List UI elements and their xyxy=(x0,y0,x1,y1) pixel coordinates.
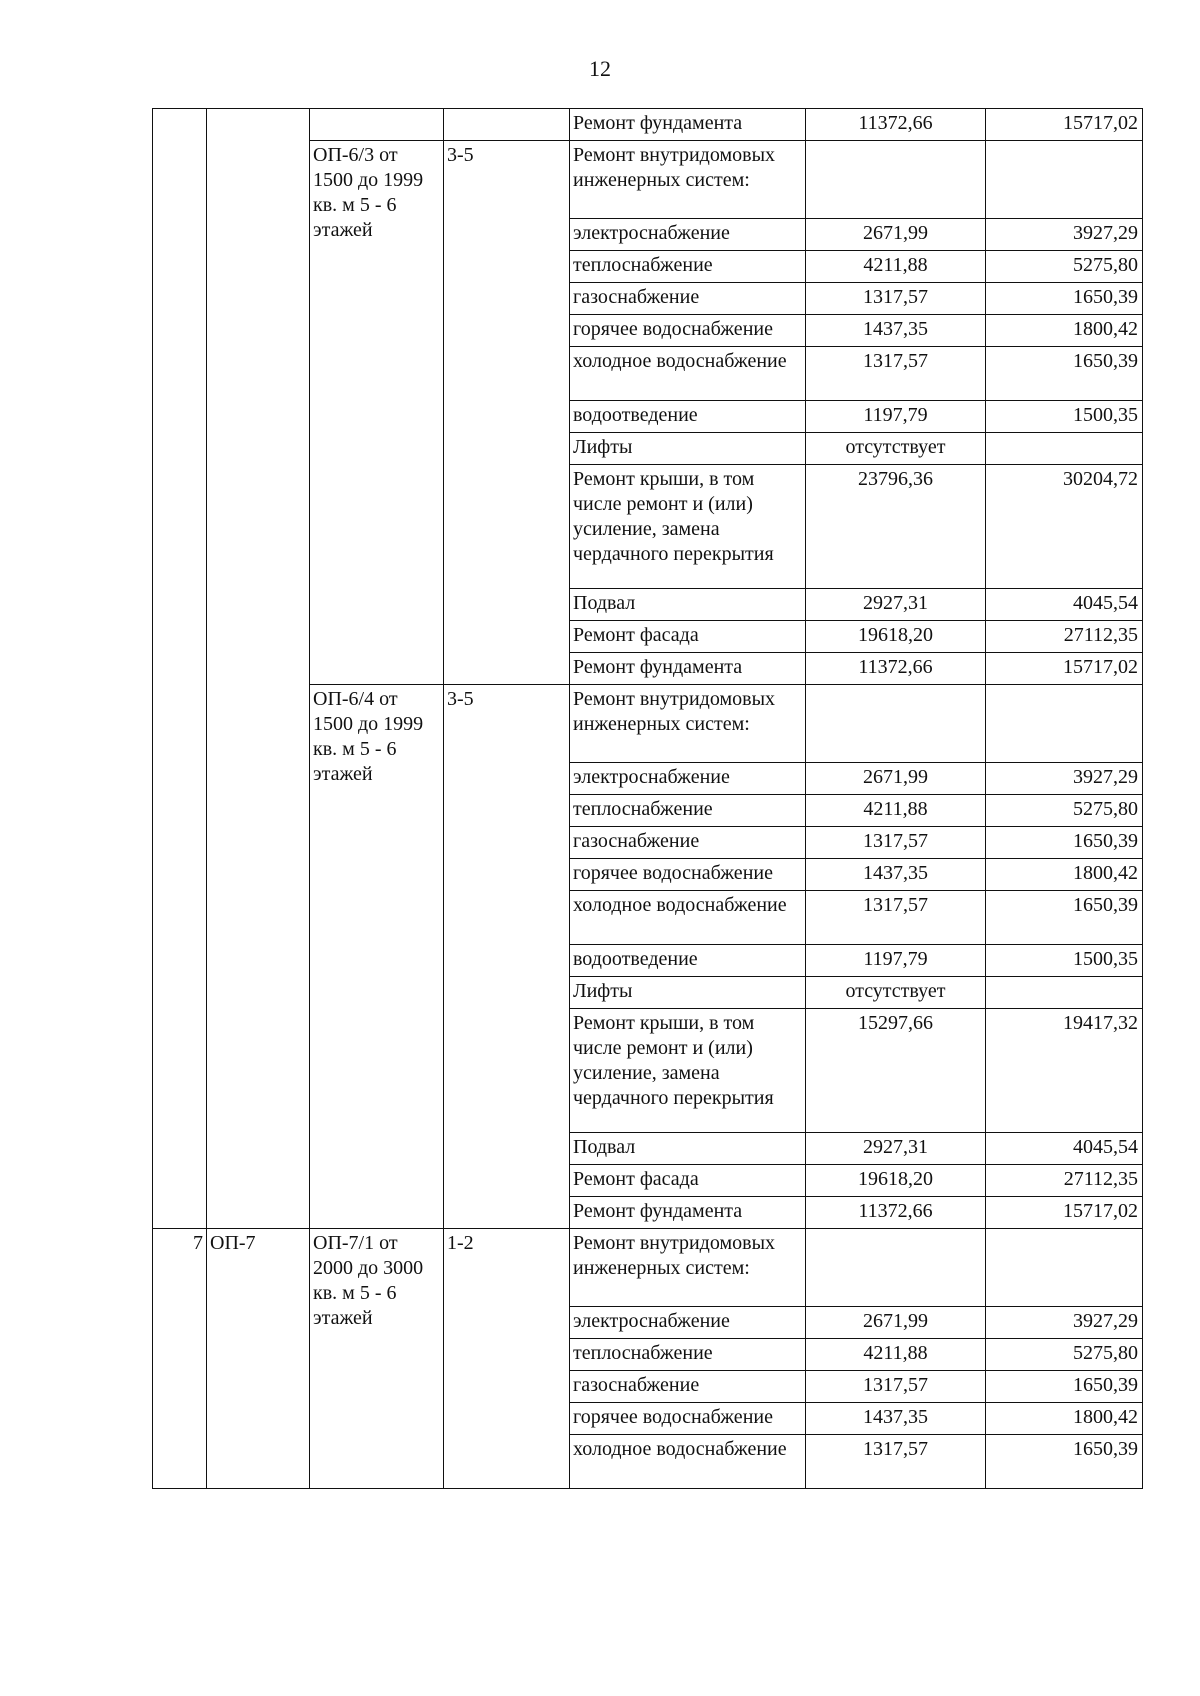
item-cell: холодное водоснабжение xyxy=(570,891,806,945)
value-min-cell: 1317,57 xyxy=(806,1435,986,1489)
value-min-cell: отсутствует xyxy=(806,977,986,1009)
item-cell: газоснабжение xyxy=(570,283,806,315)
value-max-cell: 15717,02 xyxy=(986,1197,1143,1229)
floors-cell: 1-2 xyxy=(444,1229,570,1489)
value-max-cell: 4045,54 xyxy=(986,589,1143,621)
value-min-cell: 11372,66 xyxy=(806,109,986,141)
section-header-cell: Ремонт внутридомовых инженерных систем: xyxy=(570,685,806,763)
blank-cell xyxy=(806,141,986,219)
blank-cell xyxy=(444,109,570,141)
item-cell: Ремонт фундамента xyxy=(570,653,806,685)
value-max-cell: 3927,29 xyxy=(986,219,1143,251)
value-min-cell: 1317,57 xyxy=(806,347,986,401)
item-cell: газоснабжение xyxy=(570,827,806,859)
value-max-cell: 5275,80 xyxy=(986,1339,1143,1371)
value-max-cell: 15717,02 xyxy=(986,109,1143,141)
value-min-cell: 23796,36 xyxy=(806,465,986,589)
item-cell: теплоснабжение xyxy=(570,1339,806,1371)
value-min-cell: 15297,66 xyxy=(806,1009,986,1133)
floors-cell: 3-5 xyxy=(444,685,570,1229)
blank-cell xyxy=(986,1229,1143,1307)
value-min-cell: 19618,20 xyxy=(806,1165,986,1197)
value-min-cell: 11372,66 xyxy=(806,1197,986,1229)
value-max-cell: 5275,80 xyxy=(986,795,1143,827)
item-cell: горячее водоснабжение xyxy=(570,1403,806,1435)
item-cell: теплоснабжение xyxy=(570,251,806,283)
value-min-cell: 2671,99 xyxy=(806,763,986,795)
blank-cell xyxy=(986,685,1143,763)
item-cell: электроснабжение xyxy=(570,763,806,795)
value-min-cell: 19618,20 xyxy=(806,621,986,653)
item-cell: Ремонт фасада xyxy=(570,621,806,653)
blank-cell xyxy=(207,109,310,1229)
item-cell: водоотведение xyxy=(570,945,806,977)
item-cell: Лифты xyxy=(570,977,806,1009)
value-max-cell: 19417,32 xyxy=(986,1009,1143,1133)
value-max-cell: 1500,35 xyxy=(986,401,1143,433)
value-max-cell: 1650,39 xyxy=(986,1371,1143,1403)
value-max-cell: 1650,39 xyxy=(986,891,1143,945)
value-max-cell: 27112,35 xyxy=(986,621,1143,653)
value-max-cell: 3927,29 xyxy=(986,1307,1143,1339)
table-row xyxy=(153,1229,1143,1307)
value-max-cell xyxy=(986,433,1143,465)
value-max-cell: 5275,80 xyxy=(986,251,1143,283)
value-min-cell: 11372,66 xyxy=(806,653,986,685)
object-code-cell: ОП-7 xyxy=(207,1229,310,1489)
item-cell: Подвал xyxy=(570,1133,806,1165)
item-cell: теплоснабжение xyxy=(570,795,806,827)
blank-cell xyxy=(986,141,1143,219)
value-min-cell: 2927,31 xyxy=(806,1133,986,1165)
subgroup-cell: ОП-7/1 от 2000 до 3000 кв. м 5 - 6 этажей xyxy=(310,1229,444,1489)
item-cell: горячее водоснабжение xyxy=(570,859,806,891)
value-min-cell: 1317,57 xyxy=(806,827,986,859)
value-min-cell: 2671,99 xyxy=(806,1307,986,1339)
value-max-cell: 1800,42 xyxy=(986,315,1143,347)
item-cell: Ремонт крыши, в том числе ремонт и (или) усиление, замена чердачного перекрытия xyxy=(570,1009,806,1133)
table-body xyxy=(153,109,1143,1489)
blank-cell xyxy=(153,109,207,1229)
row-number-cell: 7 xyxy=(153,1229,207,1489)
item-cell: Ремонт фундамента xyxy=(570,109,806,141)
value-min-cell: 4211,88 xyxy=(806,1339,986,1371)
section-header-cell: Ремонт внутридомовых инженерных систем: xyxy=(570,1229,806,1307)
section-header-cell: Ремонт внутридомовых инженерных систем: xyxy=(570,141,806,219)
item-cell: Лифты xyxy=(570,433,806,465)
value-max-cell: 1650,39 xyxy=(986,347,1143,401)
item-cell: горячее водоснабжение xyxy=(570,315,806,347)
value-max-cell: 1800,42 xyxy=(986,859,1143,891)
page-number: 12 xyxy=(589,56,611,81)
value-min-cell: 1317,57 xyxy=(806,283,986,315)
blank-cell xyxy=(806,1229,986,1307)
item-cell: Ремонт фасада xyxy=(570,1165,806,1197)
blank-cell xyxy=(310,109,444,141)
value-min-cell: 4211,88 xyxy=(806,251,986,283)
floors-cell: 3-5 xyxy=(444,141,570,685)
subgroup-cell: ОП-6/3 от 1500 до 1999 кв. м 5 - 6 этажей xyxy=(310,141,444,685)
value-max-cell: 1500,35 xyxy=(986,945,1143,977)
value-min-cell: 2671,99 xyxy=(806,219,986,251)
item-cell: водоотведение xyxy=(570,401,806,433)
value-max-cell: 27112,35 xyxy=(986,1165,1143,1197)
tariff-table xyxy=(152,108,1143,1489)
blank-cell xyxy=(806,685,986,763)
value-max-cell: 30204,72 xyxy=(986,465,1143,589)
item-cell: Подвал xyxy=(570,589,806,621)
item-cell: газоснабжение xyxy=(570,1371,806,1403)
value-min-cell: 1197,79 xyxy=(806,945,986,977)
item-cell: холодное водоснабжение xyxy=(570,347,806,401)
value-min-cell: 1317,57 xyxy=(806,891,986,945)
value-max-cell: 3927,29 xyxy=(986,763,1143,795)
value-min-cell: 1437,35 xyxy=(806,859,986,891)
table-row xyxy=(153,109,1143,141)
subgroup-cell: ОП-6/4 от 1500 до 1999 кв. м 5 - 6 этажей xyxy=(310,685,444,1229)
item-cell: электроснабжение xyxy=(570,219,806,251)
item-cell: электроснабжение xyxy=(570,1307,806,1339)
value-min-cell: 1437,35 xyxy=(806,315,986,347)
value-min-cell: 1437,35 xyxy=(806,1403,986,1435)
value-max-cell xyxy=(986,977,1143,1009)
item-cell: Ремонт фундамента xyxy=(570,1197,806,1229)
item-cell: холодное водоснабжение xyxy=(570,1435,806,1489)
value-max-cell: 1650,39 xyxy=(986,1435,1143,1489)
value-min-cell: 2927,31 xyxy=(806,589,986,621)
value-min-cell: 4211,88 xyxy=(806,795,986,827)
item-cell: Ремонт крыши, в том числе ремонт и (или) усиление, замена чердачного перекрытия xyxy=(570,465,806,589)
value-min-cell: 1197,79 xyxy=(806,401,986,433)
value-min-cell: отсутствует xyxy=(806,433,986,465)
value-max-cell: 15717,02 xyxy=(986,653,1143,685)
value-max-cell: 1800,42 xyxy=(986,1403,1143,1435)
value-min-cell: 1317,57 xyxy=(806,1371,986,1403)
value-max-cell: 1650,39 xyxy=(986,283,1143,315)
value-max-cell: 1650,39 xyxy=(986,827,1143,859)
value-max-cell: 4045,54 xyxy=(986,1133,1143,1165)
